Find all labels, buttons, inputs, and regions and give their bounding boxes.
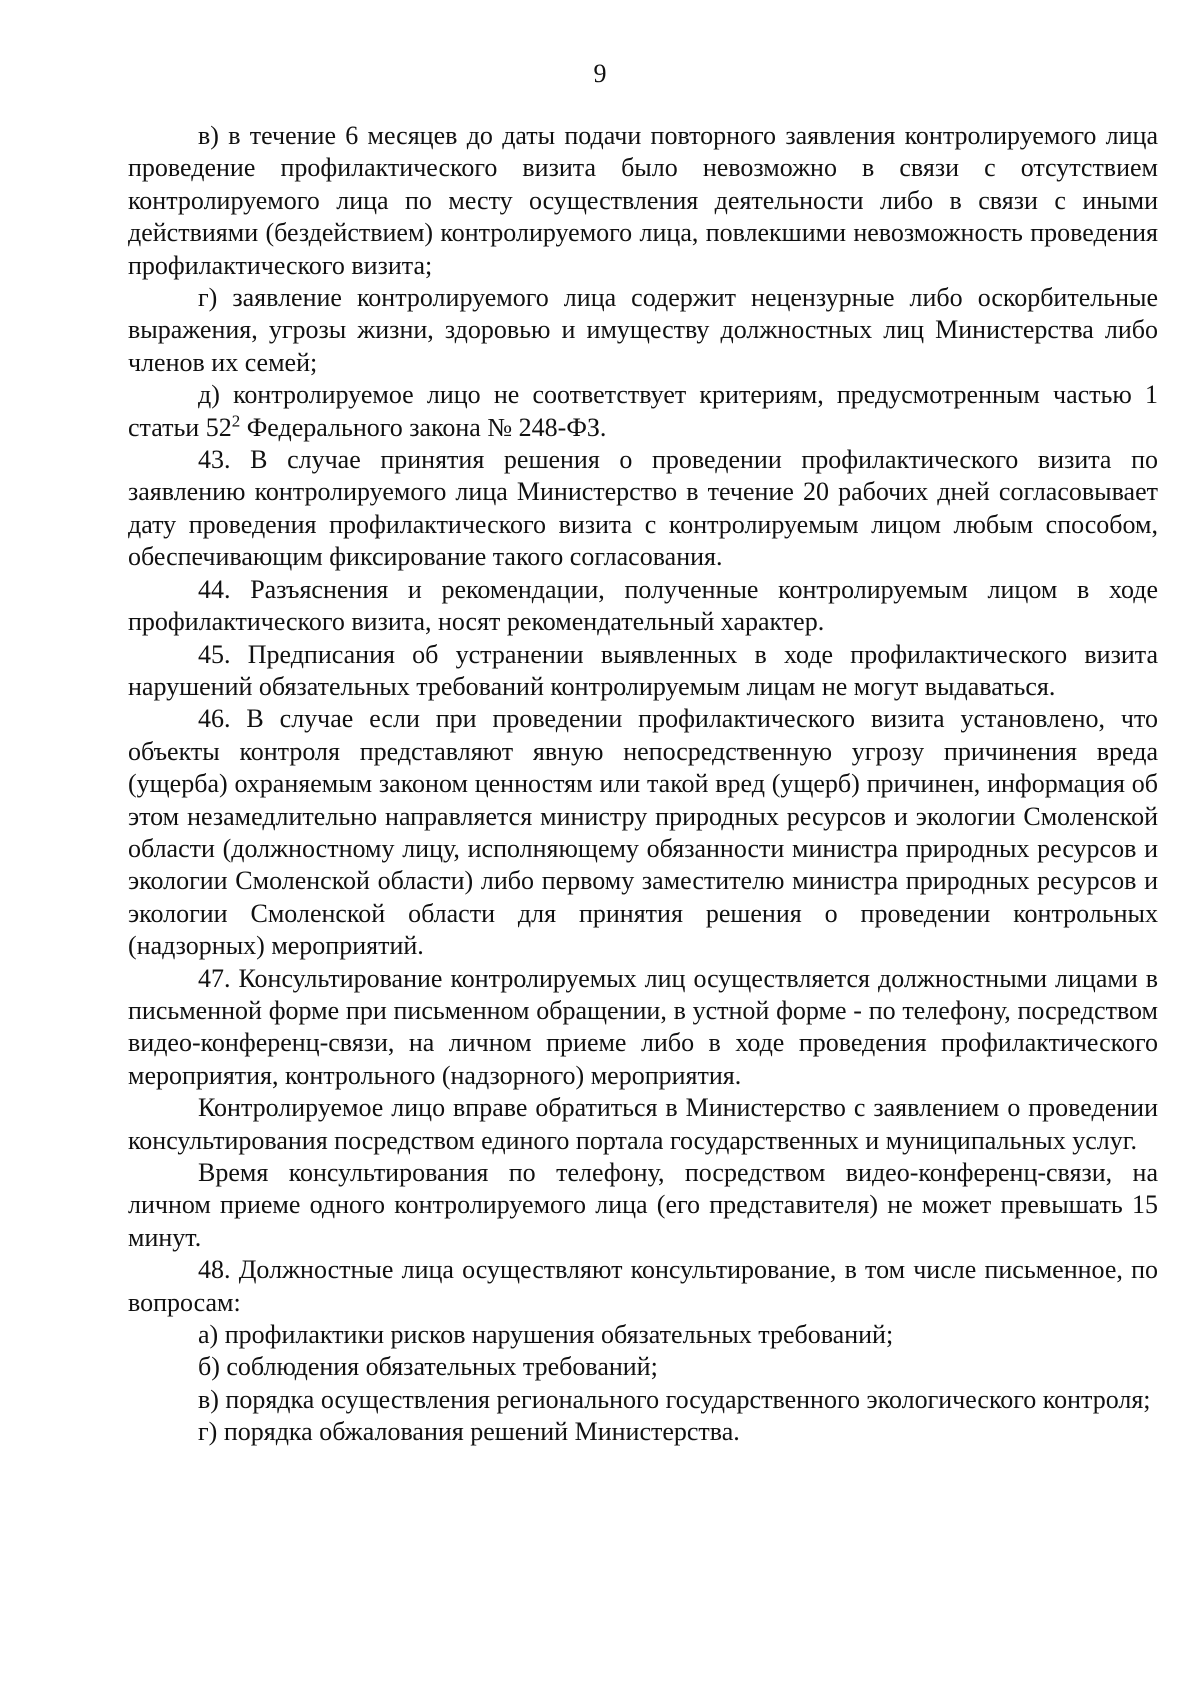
paragraph-item-d-text-end: Федерального закона № 248-ФЗ. bbox=[240, 412, 607, 442]
paragraph-45: 45. Предписания об устранении выявленных в ходе профилактического визита нарушений обязательных требований контролируемым лицам не могут выдаваться. bbox=[128, 639, 1158, 701]
paragraph-48-item-v: в) порядка осуществления регионального государственного экологического контроля; bbox=[198, 1384, 1151, 1414]
paragraph-48-item-g: г) порядка обжалования решений Министерства. bbox=[198, 1417, 740, 1447]
paragraph-48-item-a: а) профилактики рисков нарушения обязательных требований; bbox=[198, 1320, 894, 1350]
paragraph-48-item-b: б) соблюдения обязательных требований; bbox=[198, 1352, 658, 1382]
paragraph-47-duration: Время консультирования по телефону, посредством видео-конференц-связи, на личном приеме одного контролируемого лица (его представителя) не может превышать 15 минут. bbox=[128, 1158, 1158, 1252]
document-body bbox=[128, 120, 1158, 1449]
article-superscript: 2 bbox=[231, 411, 241, 430]
paragraph-44: 44. Разъяснения и рекомендации, полученные контролируемым лицом в ходе профилактического визита, носят рекомендательный характер. bbox=[128, 574, 1158, 637]
paragraph-46: 46. В случае если при проведении профилактического визита установлено, что объекты контроля представляют явную непосредственную угрозу причинения вреда (ущерба) охраняемым законом ценностям или такой вред (ущерб) причинен, информация об этом незамедлительно направляется министру природных ресурсов и экологии Смоленской области (должностному лицу, исполняющему обязанности министра природных ресурсов и экологии Смоленской области) либо первому заместителю министра природных ресурсов и экологии Смоленской области для принятия решения о проведении контрольных (надзорных) мероприятий. bbox=[128, 704, 1158, 961]
paragraph-item-d bbox=[128, 379, 1158, 444]
paragraph-48: 48. Должностные лица осуществляют консультирование, в том числе письменное, по вопросам: bbox=[128, 1255, 1158, 1317]
page-number: 9 bbox=[593, 59, 607, 88]
paragraph-47: 47. Консультирование контролируемых лиц осуществляется должностными лицами в письменной форме при письменном обращении, в устной форме - по телефону, посредством видео-конференц-связи, на личном приеме либо в ходе проведения профилактического мероприятия, контрольного (надзорного) мероприятия. bbox=[128, 963, 1158, 1090]
paragraph-item-d-text: д) контролируемое лицо не соответствует критериям, предусмотренным частью 1 статьи 52 bbox=[128, 380, 1158, 442]
paragraph-47-request: Контролируемое лицо вправе обратиться в Министерство с заявлением о проведении консультирования посредством единого портала государственных и муниципальных услуг. bbox=[128, 1093, 1158, 1155]
paragraph-item-g: г) заявление контролируемого лица содержит нецензурные либо оскорбительные выражения, угрозы жизни, здоровью и имуществу должностных лиц Министерства либо членов их семей; bbox=[128, 283, 1158, 377]
paragraph-item-v: в) в течение 6 месяцев до даты подачи повторного заявления контролируемого лица проведение профилактического визита было невозможно в связи с отсутствием контролируемого лица по месту осуществления деятельности либо в связи с иными действиями (бездействием) контролируемого лица, повлекшими невозможность проведения профилактического визита; bbox=[128, 121, 1158, 280]
paragraph-43: 43. В случае принятия решения о проведении профилактического визита по заявлению контролируемого лица Министерство в течение 20 рабочих дней согласовывает дату проведения профилактического визита с контролируемым лицом любым способом, обеспечивающим фиксирование такого согласования. bbox=[128, 445, 1158, 572]
